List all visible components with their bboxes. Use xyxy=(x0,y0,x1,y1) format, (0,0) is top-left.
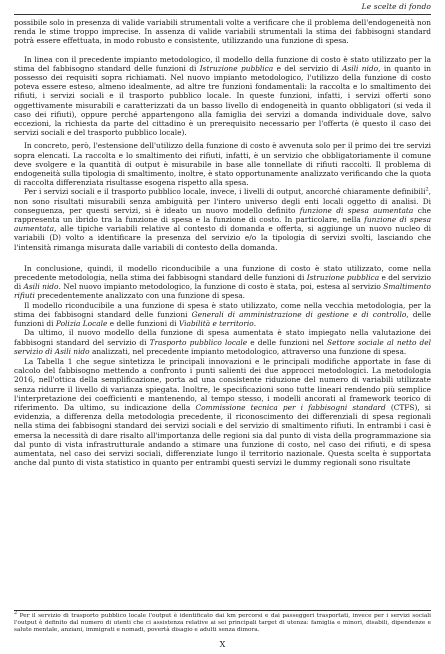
italic-term: Commissione tecnica per i fabbisogni standard xyxy=(195,402,386,412)
paragraph-text: possibile solo in presenza di valide variabili strumentali volte a verificare che il problema dell'endogeneità non renda le stime troppo imprecise. In assenza di valide variabili strumentali la stima dei fabbisogni standard potrà essere effettuata, in modo robusto e consistente, utilizzando una funzione di spesa. xyxy=(14,18,431,46)
paragraph xyxy=(14,18,431,46)
page-number: X xyxy=(219,640,226,649)
paragraph xyxy=(14,141,431,187)
paragraph-text: In linea con il precedente impianto metodologico, il modello della funzione di costo è stato utilizzato per la stima del fabbisogno standard delle funzioni di xyxy=(14,54,431,73)
paragraph xyxy=(14,264,431,301)
italic-term: Polizia Locale xyxy=(55,319,108,329)
footnote-reference: 2 xyxy=(425,186,429,193)
paragraph-text: , alle tipiche variabili relative al contesto di domanda e offerta, si aggiunge un nuovo nucleo di variabili (D) volto a identificare la presenza del servizio e/o la tipologia di servizi svolti, lasciando che l'intensità rimanga misurata dalle variabili di contesto della domanda. xyxy=(14,224,431,252)
paragraph-text: . Nel nuovo impianto metodologico, la funzione di costo è stata, poi, estesa al servizio xyxy=(58,282,384,292)
paragraph-text: e delle funzioni nel xyxy=(247,337,328,347)
running-title: Le scelte di fondo xyxy=(361,2,431,11)
paragraph-text: Il modello riconducibile a una funzione di spesa è stato utilizzato, come nella vecchia metodologia, per la stima dei fabbisogni standard delle funzioni xyxy=(14,300,431,319)
paragraph xyxy=(14,328,431,356)
italic-term: funzione di spesa aumentata xyxy=(14,215,431,234)
italic-term: Generali di amministrazione di gestione e di controllo xyxy=(191,309,407,319)
italic-term: Viabilità e territorio xyxy=(178,319,254,329)
paragraph-text: Da ultimo, il nuovo modello della funzione di spesa aumentata è stato impiegato nella valutazione dei fabbisogni standard del servizio di xyxy=(14,328,431,347)
footnote xyxy=(14,610,432,635)
paragraph-text: e del servizio di xyxy=(273,63,343,73)
italic-term: Smaltimento rifiuti xyxy=(14,282,431,301)
paragraph-text: e del servizio di xyxy=(14,273,431,292)
italic-term: funzione di spesa aumentata xyxy=(299,205,414,215)
footnotes xyxy=(14,610,431,635)
paragraph-text: precedentemente analizzato con una funzione di spesa. xyxy=(34,291,246,301)
italic-term: Istruzione pubblica xyxy=(306,273,380,283)
paragraph xyxy=(14,357,431,467)
paragraph-text: La Tabella 1 che segue sintetizza le principali innovazioni e le principali modifiche apportate in fase di calcolo del fabbisogno mettendo a confronto i punti salienti dei due approcci metodologici. La metodologia 2016, nell'ottica della semplificazione, porta ad una consistente riduzione del numero di variabili utilizzate senza ridurre il livello di varianza spiegata. Inoltre, le specificazioni sono tutte lineari rendendo più semplice l'interpretazione dei coefficienti e mantenendo, al tempo stesso, i modelli ancorati al framework teorico di riferimento. Da ultimo, su indicazione della xyxy=(14,356,431,412)
paragraph xyxy=(14,301,431,329)
body-text xyxy=(14,18,431,467)
paragraph-text: In conclusione, quindi, il modello riconducibile a una funzione di costo è stato utilizzato, come nella precedente metodologia, nella stima dei fabbisogni standard delle funzioni di xyxy=(14,263,431,283)
paragraph-text: In concreto, però, l'estensione dell'utilizzo della funzione di costo è avvenuta solo per il primo dei tre servizi sopra elencati. La raccolta e lo smaltimento dei rifiuti, infatti, è un servizio che obbligatoriamente il comune deve svolgere e la quantità di output è misurabile in base alle tonnellate di rifiuti raccolti. Il problema di endogeneità sulla tipologia di smaltimento, inoltre, è stato opportunamente analizzato verificando che la quota di raccolta differenziata risultasse esogena rispetto alla spesa. xyxy=(14,141,431,188)
italic-term: Asili nido xyxy=(23,282,59,292)
paragraph-text: analizzati, nel precedente impianto metodologico, attraverso una funzione di spesa. xyxy=(89,346,407,356)
paragraph-text: e delle funzioni di xyxy=(107,319,179,329)
footnote-number: 2 xyxy=(14,610,18,617)
paragraph-text: , in quanto in possesso dei requisiti sopra richiamati. Nel nuovo impianto metodologico, l'utilizzo della funzione di costo poteva essere esteso, almeno idealmente, ad altre tre funzioni fondamentali: la raccolta e lo smaltimento dei rifiuti, i servizi sociali e il trasporto pubblico locale. In queste funzioni, infatti, i servizi offerti sono oggettivamente misurabili e caratterizzati da un basso livello di endogeneità in quanto obbligatori (si veda il caso dei rifiuti), oppure perché appartengono alla famiglia dei servizi a domanda individuale dove, salvo eccezioni, la richiesta da parte del cittadino è un prerequisito necessario per l'offerta (è questo il caso dei servizi sociali e del trasporto pubblico locale). xyxy=(14,63,431,138)
paragraph xyxy=(14,187,431,251)
paragraph-text: che rappresenta un ibrido tra la funzione di spesa e la funzione di costo. In particolare, nella xyxy=(14,205,431,225)
italic-term: Asili nido xyxy=(342,63,379,73)
paragraph-text: Per i servizi sociali e il trasporto pubblico locale, invece, i livelli di output, ancorché chiaramente definibili xyxy=(24,187,426,197)
page-header xyxy=(14,0,431,15)
italic-term: Trasporto pubblico locale xyxy=(149,337,248,347)
paragraph-text: (CTFS), si evidenzia, a differenza della metodologia precedente, il riconoscimento dei differenziali di spesa regionali nella stima dei fabbisogni standard dei servizi sociali e del servizio di smaltimento rifiuti. In entrambi i casi è emersa la necessità di dare risalto all'importanza delle regioni sia dal punto di vista della programmazione sia dal punto di vista infrastrutturale andando a stimare una funzione di costo, nel caso dei rifiuti, e di spesa aumentata, nel caso dei servizi sociali, differenziate lungo il territorio nazionale. Questa scelta è supportata anche dal punto di vista statistico in quanto per entrambi questi servizi le dummy regionali sono risultate xyxy=(14,402,431,468)
footnote-text: Per il servizio di trasporto pubblico locale l'output è identificato dai km percorsi e dai passeggeri trasportati, invece per i servizi sociali l'output è definito dal numero di utenti che ci assistenza relative ai sei principali target di utenza: famiglia e minori, disabili, dipendenze e salute mentale, anziani, immigrati e nomadi, povertà disagio e adulti senza dimora. xyxy=(14,613,432,634)
paragraph-text: , non sono risultati misurabili senza ambiguità per l'intero universo degli enti locali oggetto di analisi. Di conseguenza, per questi servizi, si è ideato un nuovo modello definito xyxy=(14,187,431,215)
paragraph-text: . xyxy=(253,319,257,329)
paragraph xyxy=(14,55,431,138)
italic-term: Istruzione pubblica xyxy=(199,63,274,73)
italic-term: Settore sociale al netto del servizio di Asili nido xyxy=(14,337,432,356)
paragraph-text: , delle funzioni di xyxy=(14,309,431,329)
